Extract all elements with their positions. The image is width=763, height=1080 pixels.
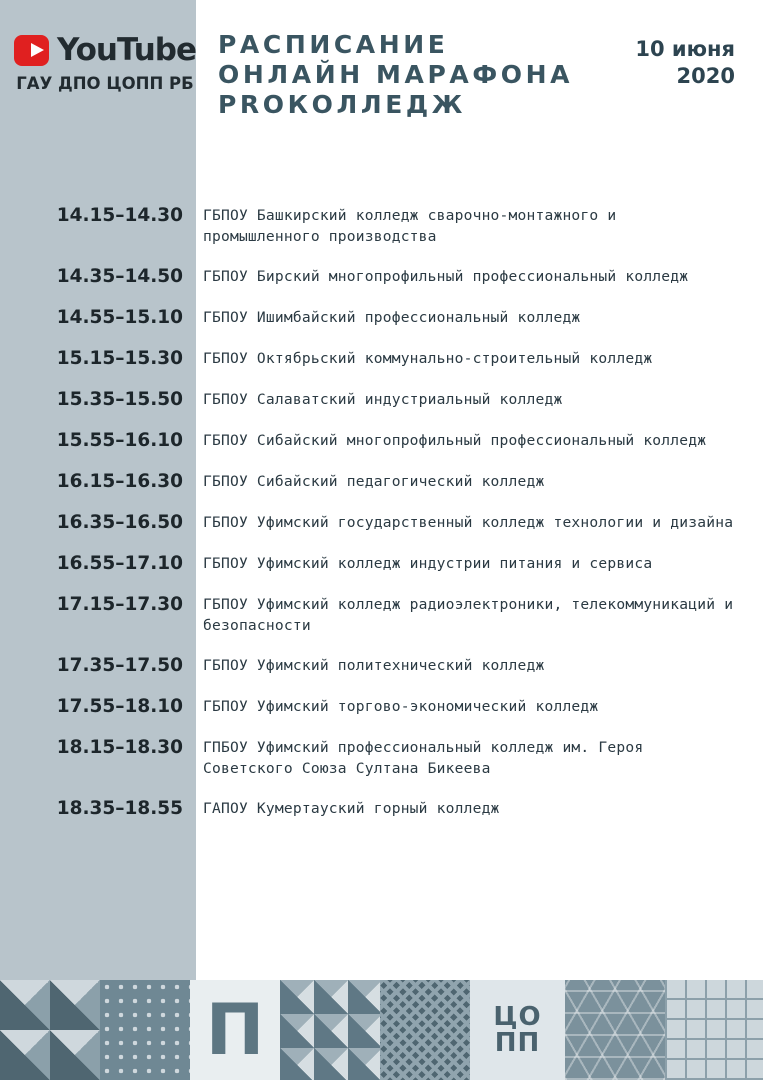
schedule-row	[0, 737, 763, 779]
copp-monogram: ЦО ПП	[493, 1002, 542, 1058]
pattern-tile-squares	[665, 980, 763, 1080]
schedule-time: 14.35–14.50	[56, 266, 183, 287]
event-date	[635, 36, 735, 90]
dot-pattern-icon	[100, 980, 190, 1080]
schedule-college-name: ГБПОУ Сибайский педагогический колледж	[203, 473, 545, 490]
schedule-time: 15.35–15.50	[56, 389, 183, 410]
youtube-play-icon	[14, 35, 49, 66]
poster-title	[218, 30, 618, 120]
schedule-college-name: ГБПОУ Уфимский политехнический колледж	[203, 657, 545, 674]
schedule-time: 16.55–17.10	[56, 553, 183, 574]
schedule-row	[0, 389, 763, 411]
hexagon-pattern-icon	[565, 980, 665, 1080]
youtube-logo	[14, 32, 196, 68]
schedule-row	[0, 594, 763, 636]
schedule-time: 14.15–14.30	[56, 205, 183, 226]
schedule-row	[0, 553, 763, 575]
schedule-list	[0, 205, 763, 839]
square-pattern-icon	[665, 980, 763, 1080]
schedule-time: 16.35–16.50	[56, 512, 183, 533]
schedule-time: 17.35–17.50	[56, 655, 183, 676]
schedule-time: 18.15–18.30	[56, 737, 183, 758]
schedule-time: 17.55–18.10	[56, 696, 183, 717]
youtube-wordmark: YouTube	[57, 32, 196, 68]
pattern-tile-letter	[190, 980, 280, 1080]
schedule-college-name: ГБПОУ Салаватский индустриальный колледж	[203, 391, 563, 408]
pattern-tile-dots	[100, 980, 190, 1080]
organization-name: ГАУ ДПО ЦОПП РБ	[16, 74, 194, 93]
schedule-time: 17.15–17.30	[56, 594, 183, 615]
schedule-row	[0, 655, 763, 677]
schedule-row	[0, 307, 763, 329]
schedule-college-name: ГБПОУ Ишимбайский профессиональный колледж	[203, 309, 581, 326]
title-line-3: PROКОЛЛЕДЖ	[218, 90, 466, 119]
title-line-1: РАСПИСАНИЕ	[218, 30, 449, 59]
schedule-college-name: ГБПОУ Уфимский колледж индустрии питания и сервиса	[203, 555, 653, 572]
triangle-pattern-icon	[280, 980, 380, 1080]
schedule-college-name: ГБПОУ Октябрьский коммунально-строительный колледж	[203, 350, 653, 367]
chevron-pattern-icon	[380, 980, 470, 1080]
pattern-tile-copp	[470, 980, 565, 1080]
schedule-college-name: ГБПОУ Уфимский государственный колледж технологии и дизайна	[203, 514, 734, 531]
schedule-time: 18.35–18.55	[56, 798, 183, 819]
triangle-pattern-icon	[0, 980, 100, 1080]
footer-pattern-strip	[0, 980, 763, 1080]
schedule-college-name: ГБПОУ Бирский многопрофильный профессиональный колледж	[203, 268, 689, 285]
schedule-time: 16.15–16.30	[56, 471, 183, 492]
schedule-college-name: ГБПОУ Башкирский колледж сварочно-монтажного и промышленного производства	[203, 207, 617, 245]
schedule-row	[0, 205, 763, 247]
poster-header	[0, 0, 763, 160]
schedule-time: 15.15–15.30	[56, 348, 183, 369]
schedule-row	[0, 798, 763, 820]
event-date-year: 2020	[676, 64, 735, 88]
schedule-row	[0, 696, 763, 718]
schedule-row	[0, 512, 763, 534]
letter-p-glyph: П	[205, 989, 265, 1071]
schedule-row	[0, 348, 763, 370]
schedule-time: 15.55–16.10	[56, 430, 183, 451]
pattern-tile-triangles-2	[280, 980, 380, 1080]
pattern-tile-hex	[565, 980, 665, 1080]
schedule-college-name: ГПБОУ Уфимский профессиональный колледж им. Героя Советского Союза Султана Бикеева	[203, 739, 644, 777]
logo-block	[14, 32, 196, 93]
schedule-row	[0, 266, 763, 288]
title-line-2: ОНЛАЙН МАРАФОНА	[218, 60, 574, 89]
pattern-tile-triangles	[0, 980, 100, 1080]
schedule-college-name: ГБПОУ Уфимский торгово-экономический колледж	[203, 698, 599, 715]
event-date-day: 10 июня	[635, 37, 735, 61]
schedule-row	[0, 430, 763, 452]
schedule-college-name: ГБПОУ Сибайский многопрофильный профессиональный колледж	[203, 432, 707, 449]
pattern-tile-chevrons	[380, 980, 470, 1080]
schedule-college-name: ГБПОУ Уфимский колледж радиоэлектроники, телекоммуникаций и безопасности	[203, 596, 734, 634]
schedule-college-name: ГАПОУ Кумертауский горный колледж	[203, 800, 500, 817]
schedule-row	[0, 471, 763, 493]
schedule-time: 14.55–15.10	[56, 307, 183, 328]
